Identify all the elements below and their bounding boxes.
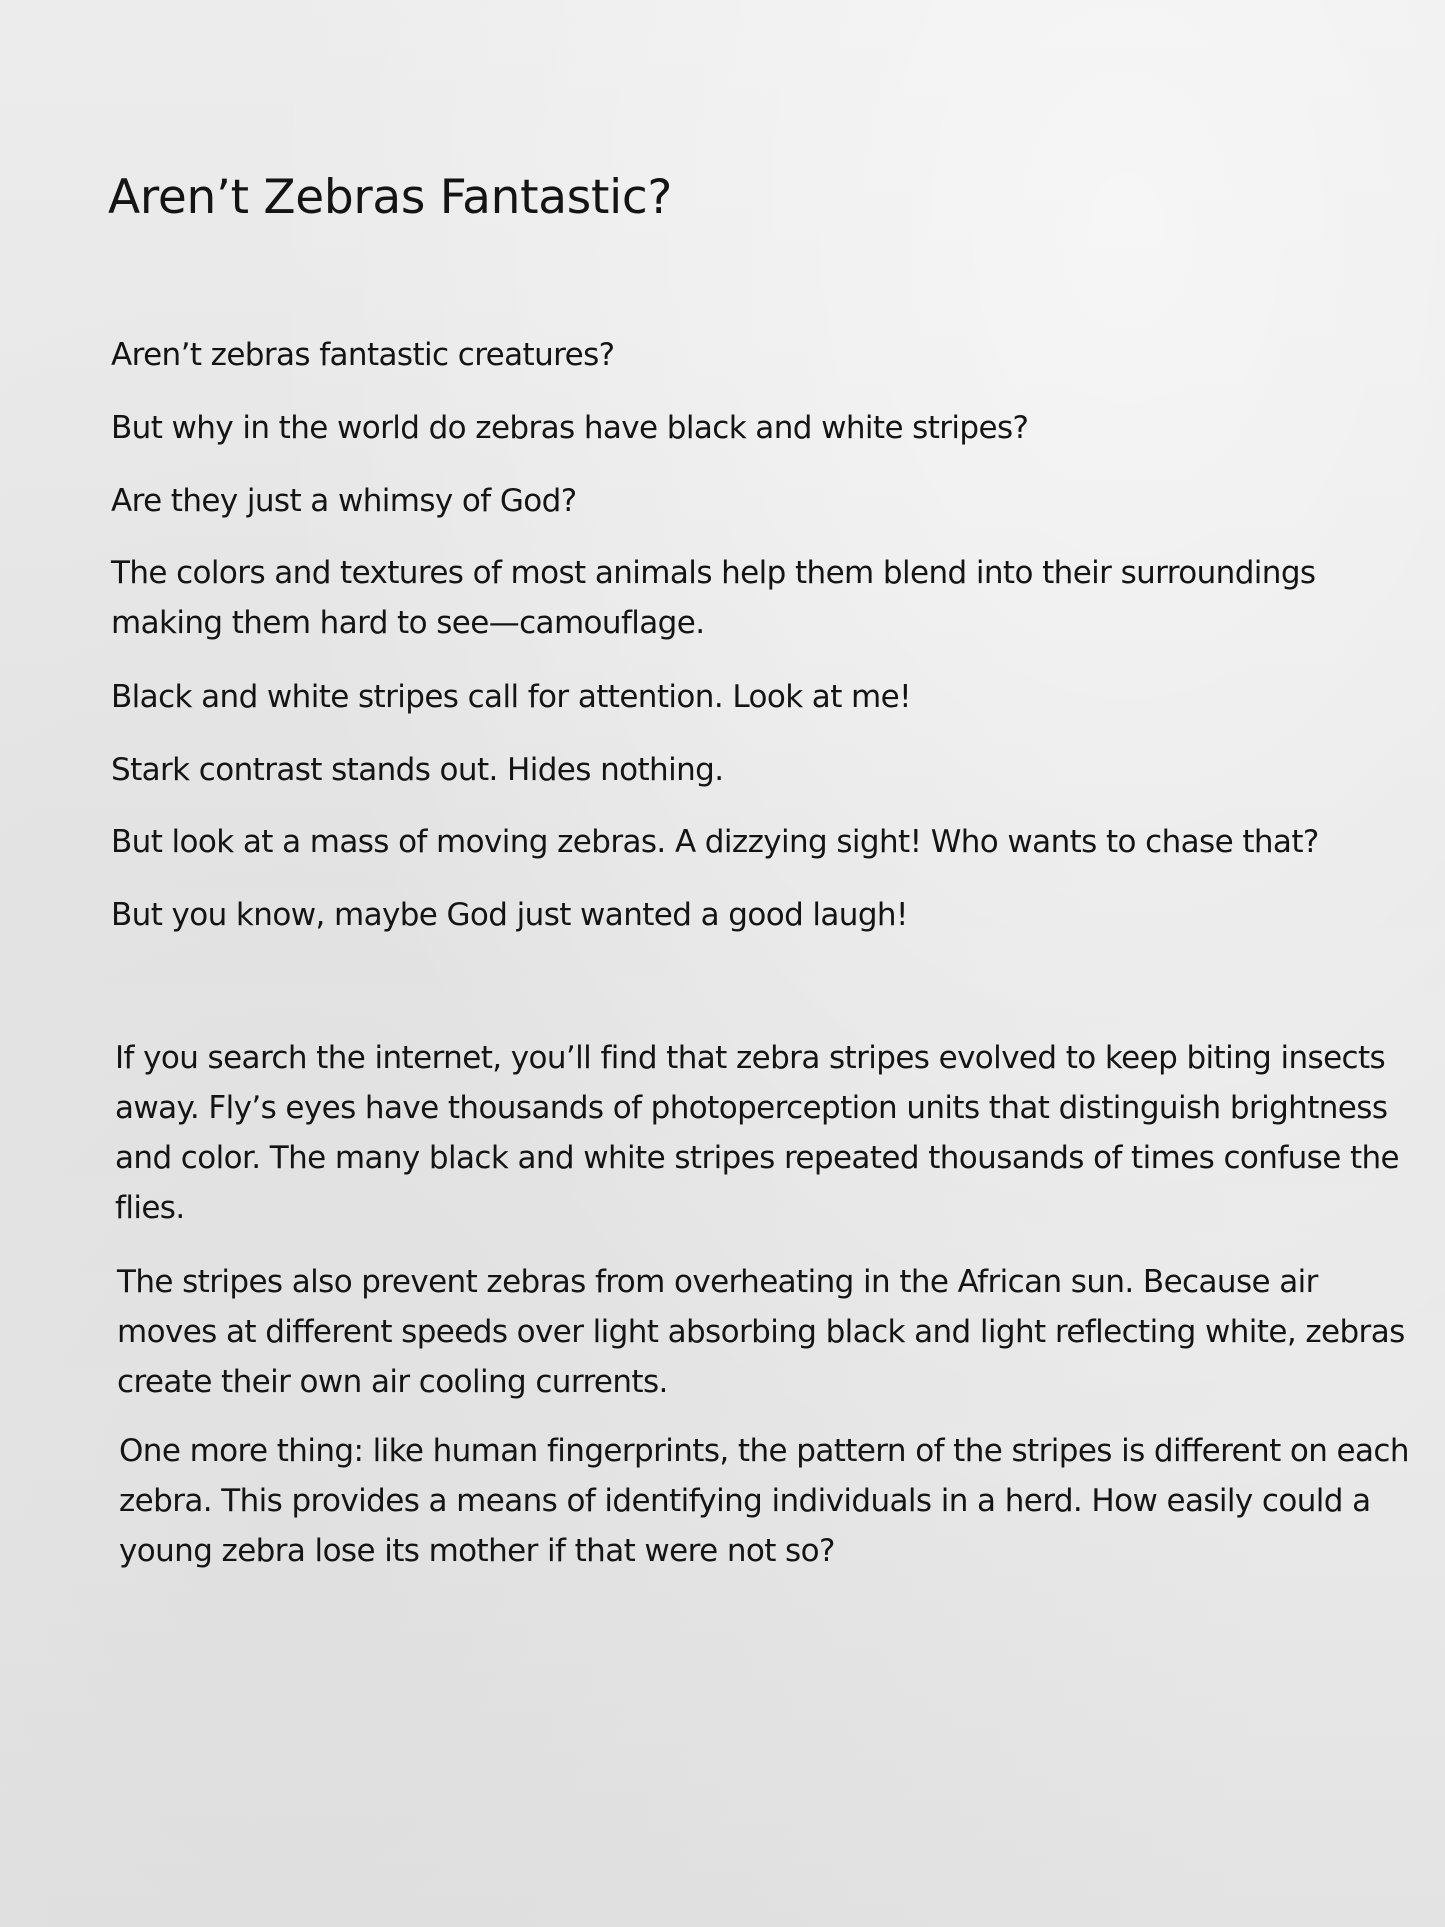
paragraph: If you search the internet, you’ll find that zebra stripes evolved to keep biting insects away. Fly’s eyes have thousands of photoperception units that distinguish brightness and color. The many black and white stripes repeated thousands of times confuse the flies. xyxy=(115,1040,1400,1226)
paragraph: But why in the world do zebras have black and white stripes? xyxy=(111,410,1029,446)
document-title: Aren’t Zebras Fantastic? xyxy=(108,170,673,225)
paragraph: Aren’t zebras fantastic creatures? xyxy=(111,337,615,373)
paragraph: Are they just a whimsy of God? xyxy=(111,483,577,519)
paragraph: Black and white stripes call for attention. Look at me! xyxy=(111,679,911,715)
paragraph: The colors and textures of most animals help them blend into their surroundings making them hard to see—camouflage. xyxy=(111,555,1316,641)
paragraph: But look at a mass of moving zebras. A dizzying sight! Who wants to chase that? xyxy=(111,824,1319,860)
paragraph: But you know, maybe God just wanted a good laugh! xyxy=(111,897,908,933)
paragraph: The stripes also prevent zebras from overheating in the African sun. Because air moves at different speeds over light absorbing black and light reflecting white, zebras create their own air cooling currents. xyxy=(117,1264,1405,1400)
paragraph: One more thing: like human fingerprints, the pattern of the stripes is different on each zebra. This provides a means of identifying individuals in a herd. How easily could a young zebra lose its mother if that were not so? xyxy=(119,1433,1409,1569)
paragraph: Stark contrast stands out. Hides nothing. xyxy=(111,752,724,788)
